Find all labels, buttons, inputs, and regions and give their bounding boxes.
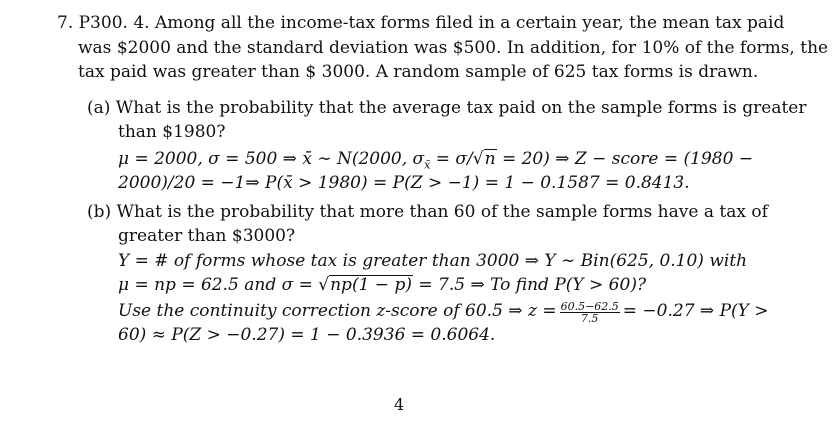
problem-line-2: was $2000 and the standard deviation was $500. In addition, for 10% of the forms, the <box>78 38 829 58</box>
part-b-s3-text-b: = −0.27 ⇒ P(Y > <box>622 301 769 321</box>
part-a-s1-subscript: x̄ <box>424 158 431 172</box>
problem-line-1: 7. P300. 4. Among all the income-tax forms filed in a certain year, the mean tax paid <box>57 13 785 33</box>
part-a-question-line-2: than $1980? <box>118 122 226 142</box>
part-a-s1-text-a: μ = 2000, σ = 500 ⇒ x̄ ∼ N(2000, σ <box>118 149 425 169</box>
part-a-s1-sqrt: n <box>484 149 496 169</box>
problem-line-3: tax paid was greater than $ 3000. A random sample of 625 tax forms is drawn. <box>78 62 759 82</box>
part-a-solution-line-1: μ = 2000, σ = 500 ⇒ x̄ ∼ N(2000, $\sigma_{x̄} = \sigma/√n = 20$) ⇒ Z − score = (1980 − <box>118 149 754 172</box>
z-score-fraction <box>560 301 620 324</box>
part-b-s2-text-b: = 7.5 ⇒ To find P(Y > 60)? <box>412 275 647 295</box>
part-b-solution-line-2 <box>118 274 646 296</box>
page-number: 4 <box>394 395 405 414</box>
part-b-s3-text-a: Use the continuity correction z-score of 60.5 ⇒ z = <box>118 301 557 321</box>
part-a-question-line-1: (a) What is the probability that the average tax paid on the sample forms is greater <box>87 98 807 118</box>
part-b-question-line-1: (b) What is the probability that more than 60 of the sample forms have a tax of <box>87 202 768 222</box>
part-b-solution-line-1: Y = # of forms whose tax is greater than 3000 ⇒ Y ∼ Bin(625, 0.10) with <box>118 251 748 271</box>
part-b-solution-line-4: 60) ≈ P(Z > −0.27) = 1 − 0.3936 = 0.6064. <box>118 325 496 345</box>
part-a-s1-text-c: = 20) ⇒ Z − score = (1980 − <box>496 149 754 169</box>
part-b-solution-line-3 <box>118 300 769 324</box>
fraction-denominator: 7.5 <box>580 312 599 325</box>
part-a-s1-text-b: = σ/ <box>430 149 473 169</box>
part-a-solution-line-2: 2000)/20 = −1⇒ P(x̄ > 1980) = P(Z > −1) = 1 − 0.1587 = 0.8413. <box>118 173 690 193</box>
fraction-numerator: 60.5−62.5 <box>560 300 619 313</box>
part-b-s2-sqrt: np(1 − p) <box>330 275 412 295</box>
part-b-s2-text-a: μ = np = 62.5 and σ = √ <box>118 275 330 295</box>
part-b-question-line-2: greater than $3000? <box>118 226 296 246</box>
